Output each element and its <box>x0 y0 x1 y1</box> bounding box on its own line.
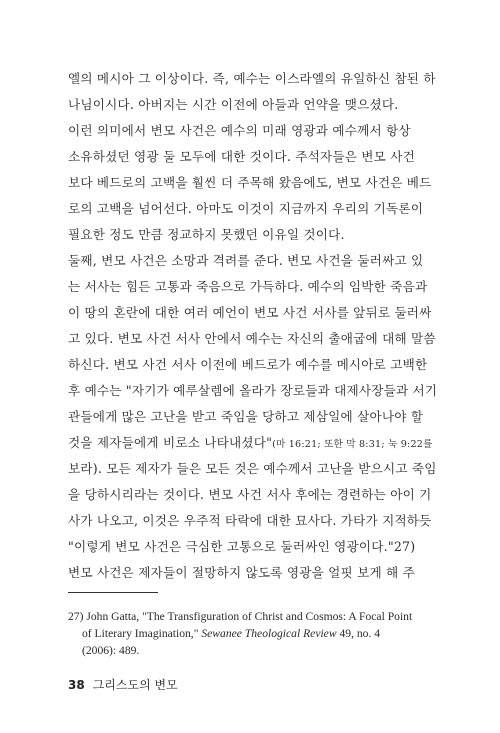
body-line: 는 서사는 힘든 고통과 죽음으로 가득하다. 예수의 임박한 죽음과 <box>68 279 428 294</box>
footnote-text: John Gatta, "The Transfiguration of Christ and Cosmos: A Focal Point <box>83 610 413 623</box>
body-text: 것을 제자들에게 비로소 나타내셨다" <box>68 435 273 450</box>
footnote-line <box>82 625 458 642</box>
body-line: 하신다. 변모 사건 서사 이전에 베드로가 예수를 메시아로 고백한 <box>68 357 428 372</box>
body-line: 관들에게 많은 고난을 받고 죽임을 당하고 제삼일에 살아나야 할 <box>68 409 424 424</box>
footnote-text: of Literary Imagination," <box>82 627 202 640</box>
body-line <box>68 434 444 454</box>
body-line: 후 예수는 "자기가 예루살렘에 올라가 장로들과 대제사장들과 서기 <box>68 383 438 398</box>
body-line: 둘째, 변모 사건은 소망과 격려를 준다. 변모 사건을 둘러싸고 있 <box>68 253 424 268</box>
page-footer <box>68 676 178 693</box>
footnote-line <box>68 608 444 625</box>
body-line: 엘의 메시아 그 이상이다. 즉, 예수는 이스라엘의 유일하신 참된 하 <box>68 71 436 86</box>
footnote-text: 49, no. 4 <box>336 627 381 640</box>
body-line: 이 땅의 혼란에 대한 여러 예언이 변모 사건 서사를 앞뒤로 둘러싸 <box>68 305 432 320</box>
body-line: 이런 의미에서 변모 사건은 예수의 미래 영광과 예수께서 항상 <box>68 123 411 138</box>
body-line: 보다 베드로의 고백을 훨씬 더 주목해 왔음에도, 변모 사건은 베드 <box>68 175 432 190</box>
body-line: 을 당하시리라는 것이다. 변모 사건 서사 후에는 경련하는 아이 기 <box>68 487 432 502</box>
body-line: 사가 나오고, 이것은 우주적 타락에 대한 묘사다. 가타가 지적하듯 <box>68 513 432 528</box>
body-line: 로의 고백을 넘어선다. 아마도 이것이 지금까지 우리의 기독론이 <box>68 201 424 216</box>
body-line: 보라). 모든 제자가 들은 모든 것은 예수께서 고난을 받으시고 죽임 <box>68 461 437 476</box>
body-line: "이렇게 변모 사건은 극심한 고통으로 둘러싸인 영광이다."27) <box>68 539 416 554</box>
body-line: 변모 사건은 제자들이 절망하지 않도록 영광을 얼핏 보게 해 주 <box>68 565 415 580</box>
body-line: 필요한 정도 만큼 정교하지 못했던 이유일 것이다. <box>68 227 345 242</box>
footnote-number: 27) <box>68 610 84 623</box>
journal-title: Sewanee Theological Review <box>201 627 337 640</box>
body-line: 소유하셨던 영광 둘 모두에 대한 것이다. 주석자들은 변모 사건 <box>68 149 415 164</box>
body-line: 고 있다. 변모 사건 서사 안에서 예수는 자신의 출애굽에 대해 말씀 <box>68 331 436 346</box>
running-title: 그리스도의 변모 <box>92 678 178 692</box>
footnote-line: (2006): 489. <box>82 644 140 657</box>
page-number: 38 <box>68 678 85 692</box>
footnote-divider <box>68 592 158 593</box>
scripture-reference: (마 16:21; 또한 막 8:31; 눅 9:22를 <box>272 439 433 450</box>
body-line: 나님이시다. 아버지는 시간 이전에 아들과 언약을 맺으셨다. <box>68 97 399 112</box>
